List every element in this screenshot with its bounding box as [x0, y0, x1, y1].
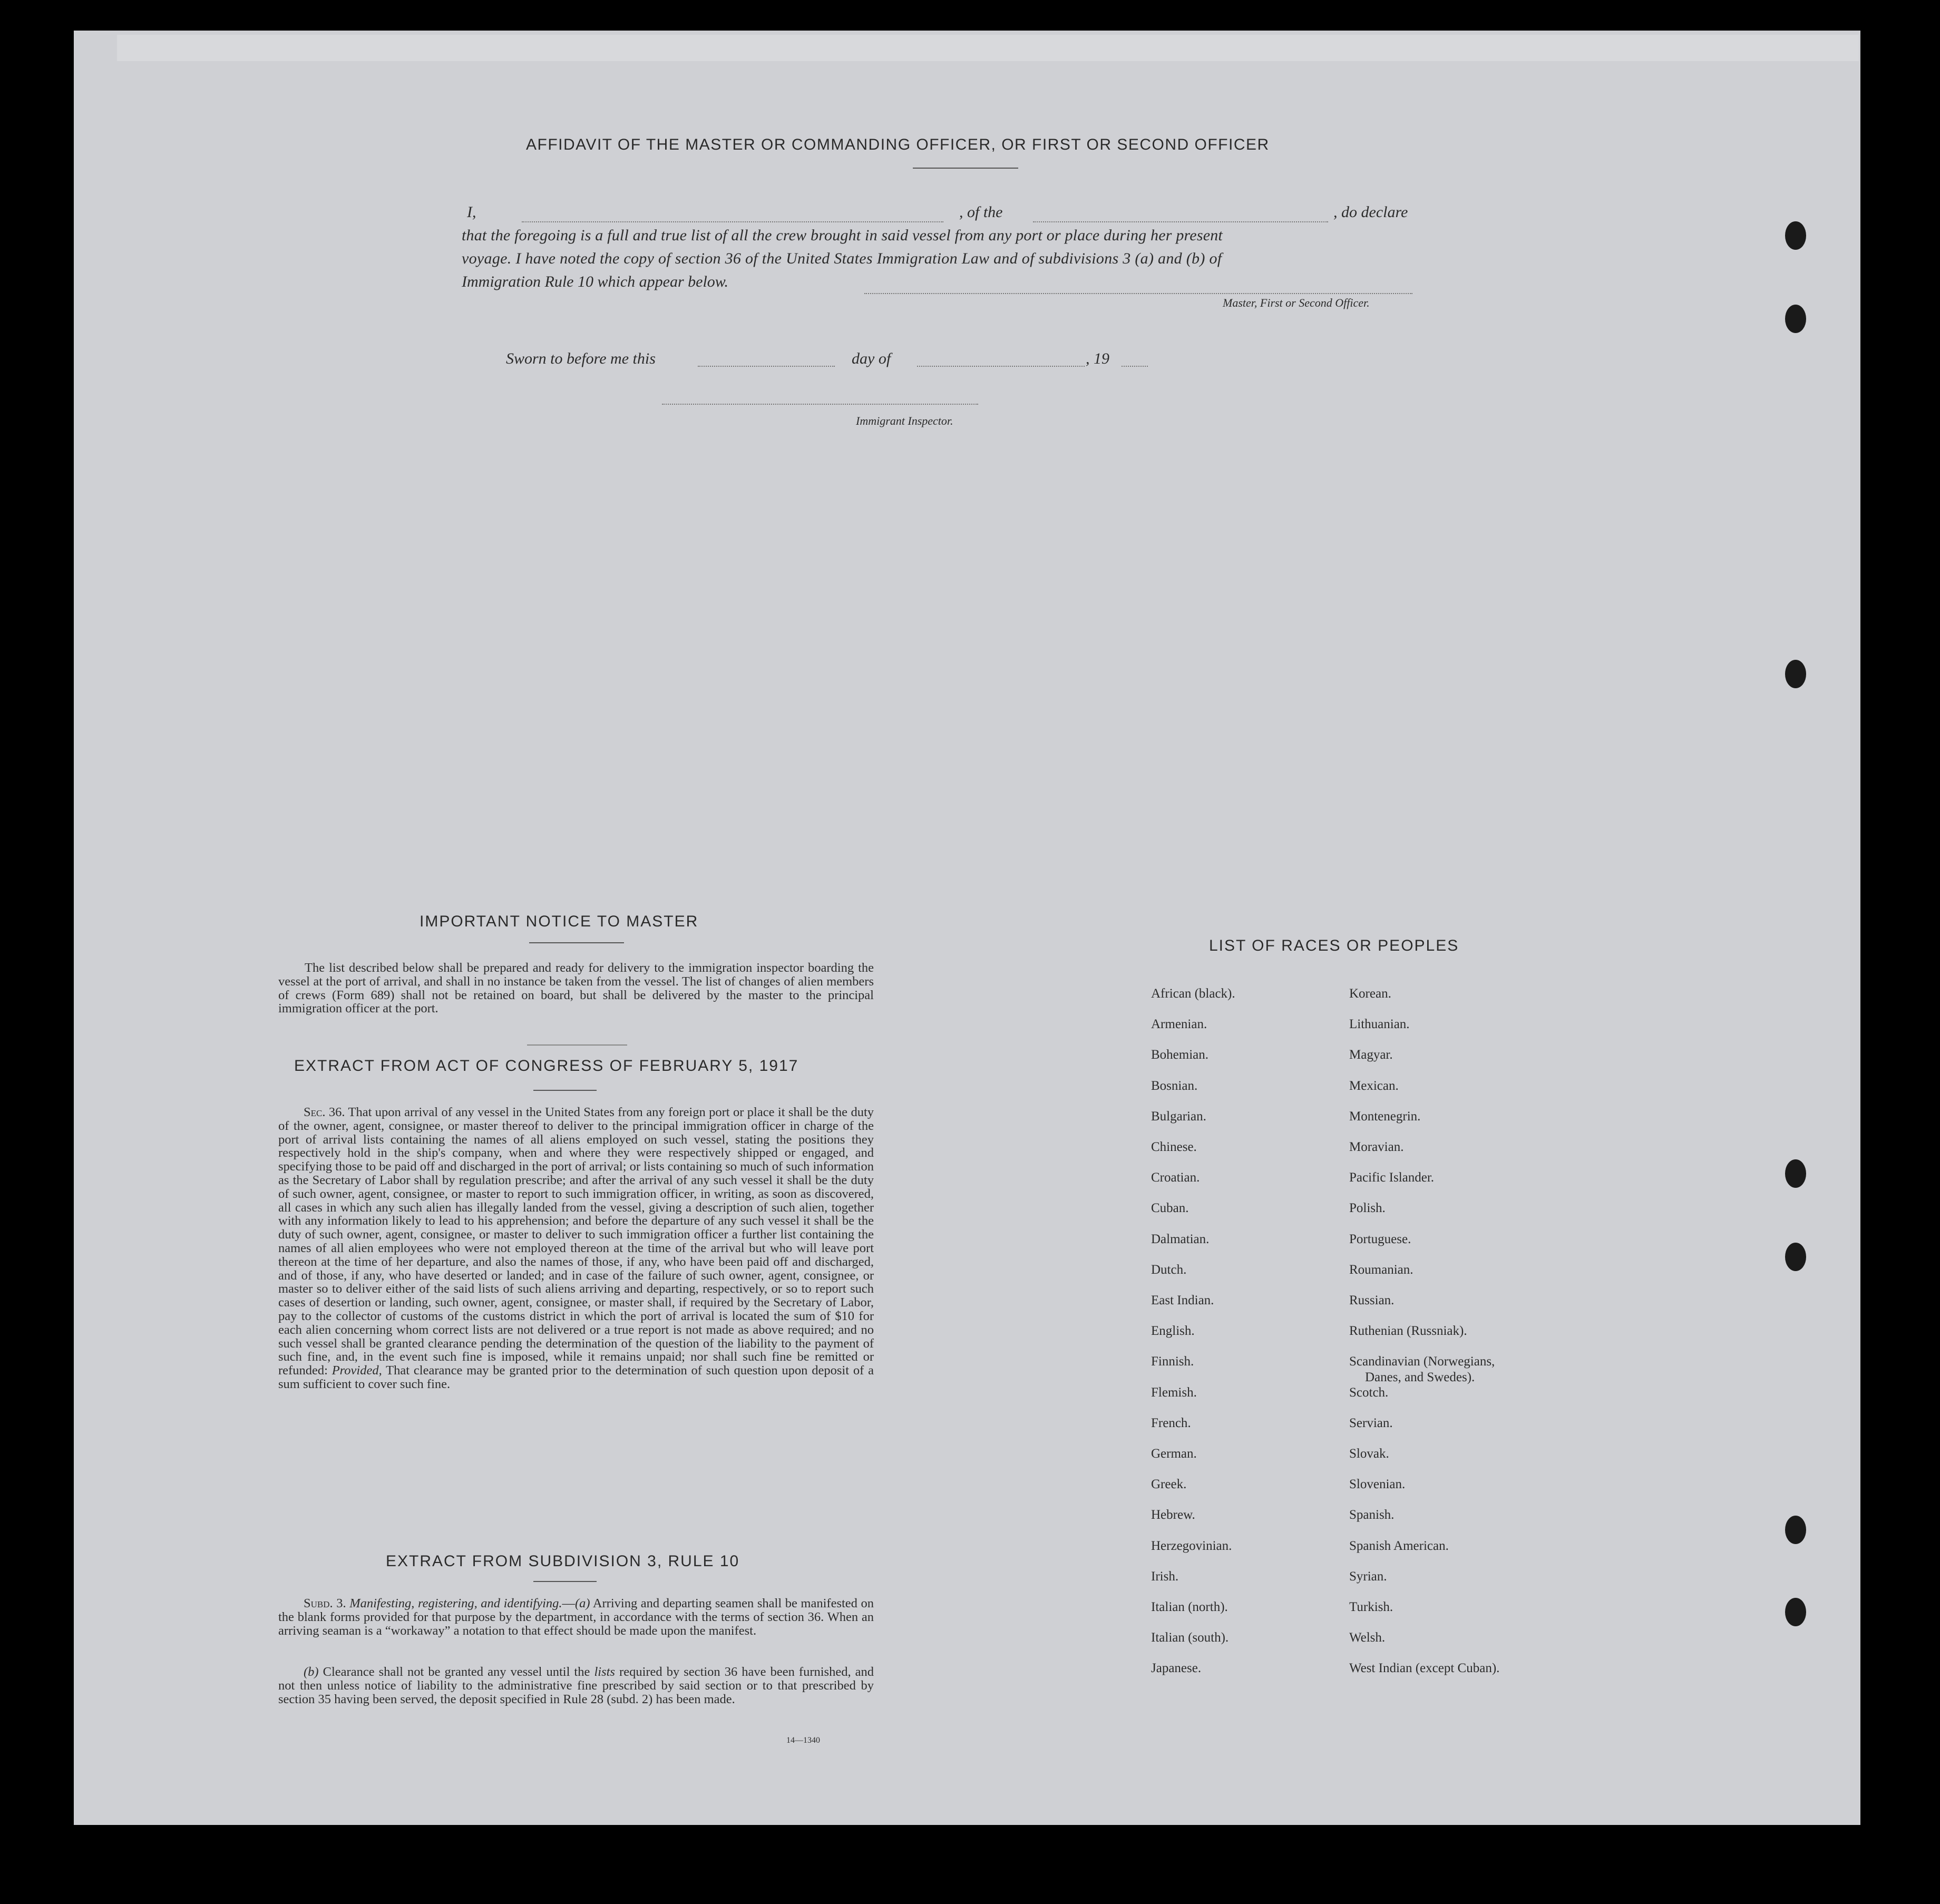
- binder-hole: [1785, 305, 1806, 333]
- master-name-field[interactable]: [522, 221, 943, 222]
- race-item: Portuguese.: [1349, 1232, 1411, 1246]
- a-label: (a): [575, 1596, 590, 1610]
- b-lists: lists: [594, 1665, 615, 1679]
- race-item: German.: [1151, 1447, 1197, 1461]
- act-title: EXTRACT FROM ACT OF CONGRESS OF FEBRUARY 5, 1917: [294, 1057, 799, 1075]
- race-item: Greek.: [1151, 1477, 1187, 1492]
- day-of-label: day of: [852, 350, 891, 367]
- signature-label: Master, First or Second Officer.: [1223, 296, 1370, 309]
- sworn-label: Sworn to before me this: [506, 350, 656, 367]
- race-item: Scotch.: [1349, 1385, 1389, 1400]
- document-page: [74, 31, 1860, 1825]
- race-item: Russian.: [1349, 1293, 1395, 1307]
- race-item: English.: [1151, 1324, 1195, 1339]
- race-item: Servian.: [1349, 1415, 1393, 1430]
- act-body: That upon arrival of any vessel in the United States from any foreign port or place it shall be the duty of the owner, agent, consignee, or master thereof to deliver to the principal immigration officer in charge of the port of arrival lists containing the names of all aliens employed on such vessel, stating the positions they respectively hold in the ship's company, when and where they were respectively shipped or engaged, and specifying those to be paid off and discharged in the port of arrival; or lists containing so much of such information as the Secretary of Labor shall by regulation prescribe; and after the arrival of any such vessel it shall be the duty of such owner, agent, consignee, or master to report to such immigration officer, in writing, as soon as discovered, all cases in which any such alien has illegally landed from the vessel, giving a description of such alien, together with any information likely to lead to his apprehension; and before the departure of any such vessel it shall be the duty of such owner, agent, consignee, or master to deliver to such immigration officer a further list containing the names of all alien employees who were not employed thereon at the time of the arrival but who will leave port thereon at the time of her departure, and also the names of those, if any, who have been paid off and discharged, and of those, if any, who have deserted or landed; and in case of the failure of such owner, agent, consignee, or master so to deliver either of the said lists of such aliens arriving and departing, respectively, or so to report such cases of desertion or landing, such owner, agent, consignee, or master shall, if required by the Secretary of Labor, pay to the collector of customs of the customs district in which the port of arrival is located the sum of $10 for each alien concerning whom correct lists are not delivered or a true report is not made as above required; and no such vessel shall be granted clearance pending the determination of the question of the liability to the payment of such fine, and, in the event such fine is imposed, while it remains unpaid; nor shall such fine be remitted or refunded:: [278, 1105, 874, 1378]
- subd-heading: Manifesting, registering, and identifying.: [349, 1596, 562, 1610]
- race-item: Magyar.: [1349, 1048, 1393, 1062]
- notice-divider: [527, 1044, 627, 1046]
- race-item: Croatian.: [1151, 1170, 1200, 1185]
- notice-rule: [529, 942, 624, 943]
- b-text-2: required by section 36 have been furnished, and not then unless notice of liability to the administrative fine prescribed by said section or to that prescribed by section 35 having been served, the deposit specified in Rule 28 (subd. 2) has been made.: [278, 1665, 874, 1706]
- sworn-month-field[interactable]: [917, 366, 1085, 367]
- rule-title: EXTRACT FROM SUBDIVISION 3, RULE 10: [386, 1553, 740, 1570]
- race-item: Polish.: [1349, 1201, 1386, 1216]
- subd-label: Subd. 3.: [304, 1596, 346, 1610]
- title-rule: [913, 168, 1018, 169]
- race-item: Syrian.: [1349, 1569, 1387, 1584]
- binder-hole: [1785, 1516, 1806, 1544]
- inspector-label: Immigrant Inspector.: [856, 414, 953, 427]
- binder-hole: [1785, 660, 1806, 688]
- race-item: Turkish.: [1349, 1600, 1393, 1614]
- notice-text: The list described below shall be prepared and ready for delivery to the immigration inspector boarding the vessel at the port of arrival, and shall in no instance be taken from the vessel. The list of changes of alien members of crews (Form 689) shall not be retained on board, but shall be delivered by the master to the principal immigration officer at the port.: [278, 961, 874, 1016]
- race-item: Japanese.: [1151, 1661, 1202, 1676]
- race-item: Korean.: [1349, 987, 1391, 1001]
- race-item: Bosnian.: [1151, 1078, 1198, 1093]
- races-title: LIST OF RACES OR PEOPLES: [1209, 937, 1459, 954]
- inspector-signature-field[interactable]: [662, 404, 978, 405]
- race-item: Herzegovinian.: [1151, 1538, 1232, 1553]
- b-label: (b): [304, 1665, 319, 1679]
- race-item: Italian (north).: [1151, 1600, 1228, 1614]
- rule-b-text: [278, 1665, 874, 1706]
- rule-a-text: Subd. 3. Manifesting, registering, and identifying.—(a) Arriving and departing seamen shall be manifested on the blank forms provided for that purpose by the department, in accordance with the terms of section 36. When an arriving seaman is a “workaway” a notation to that effect should be made upon the manifest.: [278, 1596, 874, 1638]
- affidavit-do-declare: , do declare: [1333, 203, 1408, 221]
- vessel-name-field[interactable]: [1033, 221, 1328, 222]
- race-item: Slovak.: [1349, 1447, 1389, 1461]
- race-item: Chinese.: [1151, 1140, 1197, 1154]
- race-item: Cuban.: [1151, 1201, 1189, 1216]
- affidavit-line-2: that the foregoing is a full and true list of all the crew brought in said vessel from any port or place during her present: [462, 227, 1223, 244]
- act-provided: Provided,: [332, 1363, 382, 1378]
- race-item: Bohemian.: [1151, 1048, 1209, 1062]
- race-item: Armenian.: [1151, 1017, 1207, 1032]
- rule-title-rule: [533, 1581, 597, 1582]
- a-text: Arriving and departing seamen shall be manifested on the blank forms provided for that purpose by the department, in accordance with the terms of section 36. When an arriving seaman is a “workaway” a notation to that effect should be made upon the manifest.: [278, 1596, 874, 1638]
- b-text-1: Clearance shall not be granted any vessel until the: [323, 1665, 590, 1679]
- act-sec-label: Sec. 36.: [304, 1105, 345, 1119]
- race-item: Flemish.: [1151, 1385, 1197, 1400]
- race-item: Hebrew.: [1151, 1508, 1195, 1522]
- race-item: Lithuanian.: [1349, 1017, 1410, 1032]
- year-label: , 19: [1086, 350, 1109, 367]
- act-text: [278, 1106, 874, 1391]
- form-number: 14—1340: [786, 1736, 820, 1745]
- race-item: Spanish American.: [1349, 1538, 1449, 1553]
- race-item: Bulgarian.: [1151, 1109, 1206, 1124]
- act-body-end: That clearance may be granted prior to the determination of such question upon deposit of a sum sufficient to cover such fine.: [278, 1363, 874, 1391]
- binder-hole: [1785, 1159, 1806, 1188]
- race-item: Irish.: [1151, 1569, 1179, 1584]
- race-item: Mexican.: [1349, 1078, 1399, 1093]
- act-rule: [533, 1090, 597, 1091]
- race-item: Ruthenian (Russniak).: [1349, 1324, 1467, 1339]
- sworn-year-field[interactable]: [1122, 366, 1148, 367]
- race-item: East Indian.: [1151, 1293, 1214, 1307]
- page-top-edge: [117, 35, 1859, 61]
- binder-hole: [1785, 1598, 1806, 1626]
- affidavit-i-label: I,: [467, 203, 476, 221]
- affidavit-line-4: Immigration Rule 10 which appear below.: [462, 273, 729, 290]
- race-item: Spanish.: [1349, 1508, 1395, 1522]
- race-item: Roumanian.: [1349, 1262, 1413, 1277]
- race-item: Pacific Islander.: [1349, 1170, 1435, 1185]
- binder-hole: [1785, 221, 1806, 250]
- sworn-day-field[interactable]: [698, 366, 835, 367]
- race-item: Scandinavian (Norwegians,: [1349, 1354, 1495, 1369]
- affidavit-title: AFFIDAVIT OF THE MASTER OR COMMANDING OFFICER, OR FIRST OR SECOND OFFICER: [526, 136, 1270, 153]
- race-item: West Indian (except Cuban).: [1349, 1661, 1500, 1676]
- race-item: Finnish.: [1151, 1354, 1194, 1369]
- race-item: Italian (south).: [1151, 1630, 1229, 1645]
- affidavit-of-the-label: , of the: [959, 203, 1003, 221]
- race-item: African (black).: [1151, 987, 1235, 1001]
- master-signature-field[interactable]: [864, 293, 1412, 294]
- race-item: Moravian.: [1349, 1140, 1404, 1154]
- binder-hole: [1785, 1243, 1806, 1271]
- race-item: Dalmatian.: [1151, 1232, 1210, 1246]
- affidavit-line-3: voyage. I have noted the copy of section 36 of the United States Immigration Law and of subdivisions 3 (a) and (b) of: [462, 250, 1222, 267]
- notice-title: IMPORTANT NOTICE TO MASTER: [420, 913, 699, 930]
- race-item: Montenegrin.: [1349, 1109, 1421, 1124]
- race-item: Welsh.: [1349, 1630, 1386, 1645]
- race-right-continuation: Danes, and Swedes).: [1365, 1370, 1475, 1384]
- race-item: Slovenian.: [1349, 1477, 1406, 1492]
- race-item: French.: [1151, 1415, 1191, 1430]
- race-item: Dutch.: [1151, 1262, 1187, 1277]
